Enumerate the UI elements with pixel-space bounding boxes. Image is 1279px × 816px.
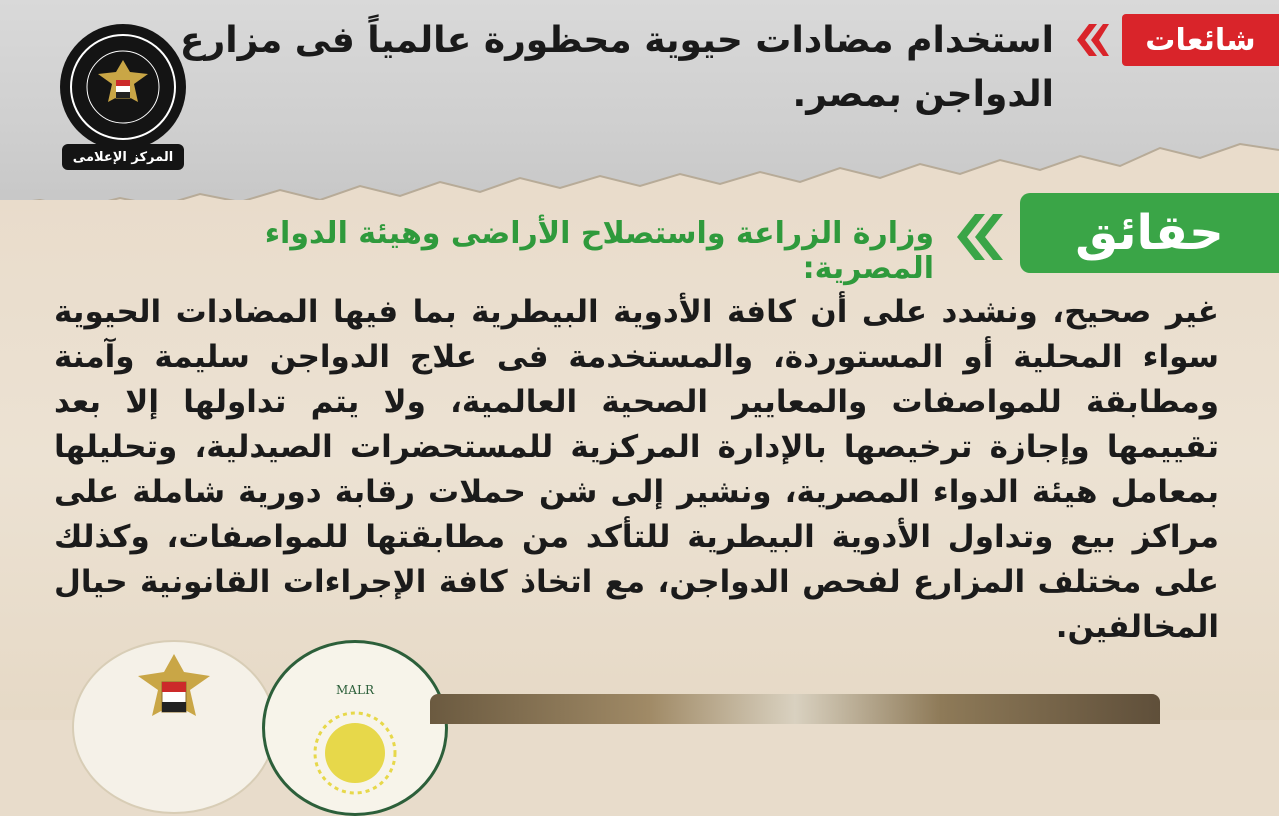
- sun-emblem-icon: [265, 643, 445, 813]
- facts-body: غير صحيح، ونشدد على أن كافة الأدوية البيطرية بما فيها المضادات الحيوية سواء المحلية أو المستوردة، والمستخدمة فى علاج الدواجن سليمة وآمنة ومطابقة للمواصفات والمعايير الصحية العالمية، ولا يتم تداولها إلا بعد تقييمها وإجازة ترخيصها بالإدارة المركزية للمستحضرات الصيدلية، وتحليلها بمعامل هيئة الدواء المصرية، ونشير إلى شن حملات رقابة دورية شاملة على مراكز بيع وتداول الأدوية البيطرية للتأكد من مطابقتها للمواصفات، وكذلك على مختلف المزارع لفحص الدواجن، مع اتخاذ كافة الإجراءات القانونية حيال المخالفين.: [54, 294, 1219, 645]
- media-center-label: المركز الإعلامى: [62, 144, 184, 170]
- double-chevron-left-icon: [1069, 24, 1109, 56]
- egypt-eagle-logo: [72, 640, 276, 814]
- facts-tag-label: حقائق: [1075, 205, 1224, 261]
- rumors-tag: [1122, 14, 1279, 66]
- rumors-tag-label: شائعات: [1145, 22, 1256, 58]
- double-chevron-left-icon: [947, 214, 1003, 260]
- facts-tag: [1020, 193, 1279, 273]
- malr-logo: [262, 640, 448, 816]
- eagle-emblem-icon: [68, 32, 178, 142]
- rumor-headline: استخدام مضادات حيوية محظورة عالمياً فى مزارع الدواجن بمصر.: [179, 20, 1054, 115]
- facts-source: وزارة الزراعة واستصلاح الأراضى وهيئة الدواء المصرية:: [264, 216, 934, 286]
- media-center-logo: [60, 24, 186, 150]
- malr-abbreviation: MALR: [336, 683, 374, 697]
- eagle-emblem-icon: [74, 642, 274, 812]
